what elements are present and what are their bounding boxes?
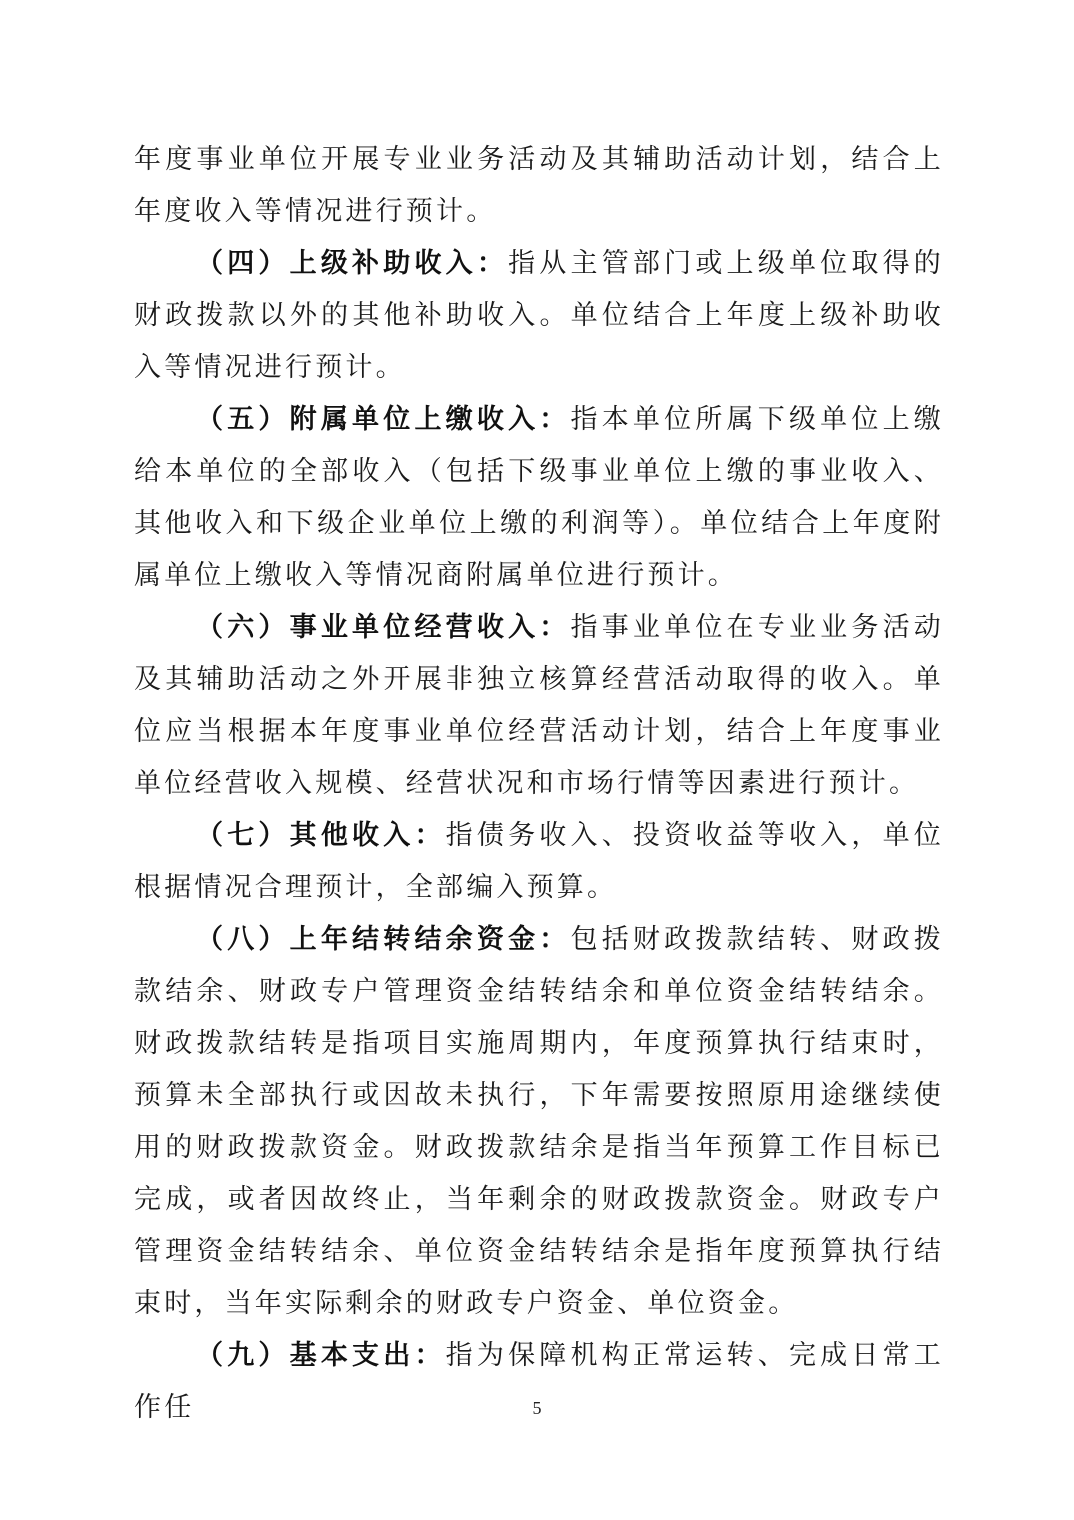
section-heading: （九）基本支出：	[196, 1340, 446, 1371]
section-heading: （四）上级补助收入：	[196, 248, 509, 279]
section-paragraph-5	[134, 394, 944, 602]
document-body	[134, 134, 944, 1434]
page-number: 5	[532, 1398, 542, 1418]
section-body: 包括财政拨款结转、财政拨款结余、财政专户管理资金结转结余和单位资金结转结余。财政拨款结转是指项目实施周期内，年度预算执行结束时，预算未全部执行或因故未执行，下年需要按照原用途继续使用的财政拨款资金。财政拨款结余是指当年预算工作目标已完成，或者因故终止，当年剩余的财政拨款资金。财政专户管理资金结转结余、单位资金结转结余是指年度预算执行结束时，当年实际剩余的财政专户资金、单位资金。	[134, 924, 944, 1319]
section-body: 指事业单位在专业业务活动及其辅助活动之外开展非独立核算经营活动取得的收入。单位应当根据本年度事业单位经营活动计划，结合上年度事业单位经营收入规模、经营状况和市场行情等因素进行预计。	[134, 612, 944, 799]
section-body: 指为保障机构正常运转、完成日常工作任	[134, 1340, 944, 1423]
section-paragraph-8	[134, 914, 944, 1330]
section-paragraph-4	[134, 238, 944, 394]
section-heading: （六）事业单位经营收入：	[196, 612, 571, 643]
continued-paragraph	[134, 134, 944, 238]
section-heading: （七）其他收入：	[196, 820, 446, 851]
section-paragraph-6	[134, 602, 944, 810]
section-heading: （五）附属单位上缴收入：	[196, 404, 571, 435]
continued-text: 年度事业单位开展专业业务活动及其辅助活动计划，结合上年度收入等情况进行预计。	[134, 144, 944, 227]
section-body: 指从主管部门或上级单位取得的财政拨款以外的其他补助收入。单位结合上年度上级补助收入等情况进行预计。	[134, 248, 944, 383]
section-body: 指债务收入、投资收益等收入，单位根据情况合理预计，全部编入预算。	[134, 820, 944, 903]
section-body: 指本单位所属下级单位上缴给本单位的全部收入（包括下级事业单位上缴的事业收入、其他收入和下级企业单位上缴的利润等）。单位结合上年度附属单位上缴收入等情况商附属单位进行预计。	[134, 404, 944, 591]
section-heading: （八）上年结转结余资金：	[196, 924, 571, 955]
section-paragraph-7	[134, 810, 944, 914]
